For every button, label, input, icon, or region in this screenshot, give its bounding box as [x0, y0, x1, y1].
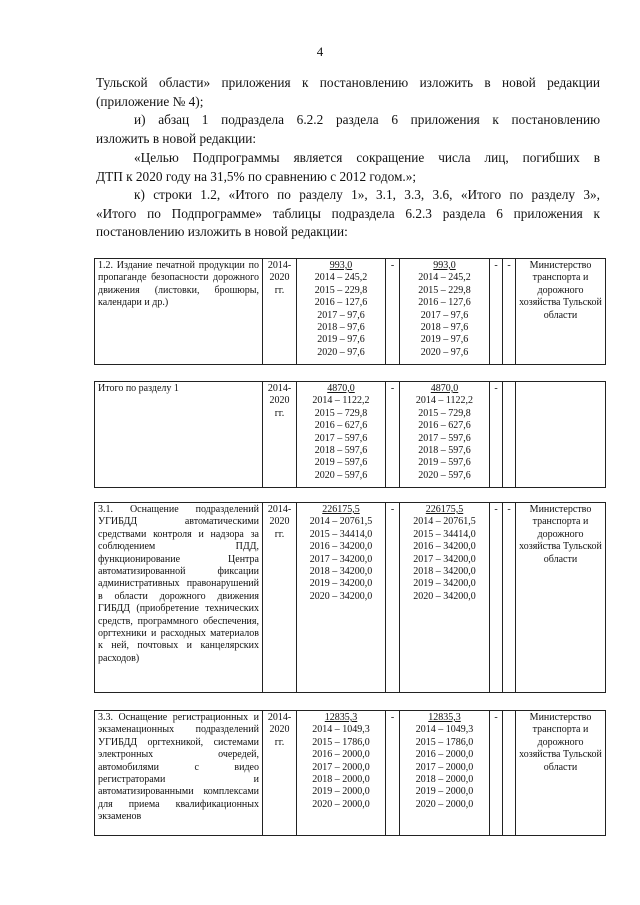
cell-regional	[400, 382, 490, 488]
year-value: 2020 – 97,6	[317, 346, 365, 358]
year-value: 2017 – 2000,0	[312, 761, 370, 773]
paragraph-line: (приложение № 4);	[96, 93, 204, 109]
table-row	[95, 503, 606, 693]
cell-period: 2014-2020 гг.	[263, 503, 297, 693]
cell-budget	[297, 259, 386, 365]
cell-budget	[297, 503, 386, 693]
year-value: 2017 – 34200,0	[413, 553, 476, 565]
cell-dash: -	[386, 711, 400, 836]
cell-dash: -	[503, 259, 516, 365]
cell-regional	[400, 711, 490, 836]
year-value: 2014 – 1049,3	[415, 724, 474, 736]
year-value: 2017 – 2000,0	[415, 761, 474, 773]
table-row	[95, 711, 606, 836]
year-value: 2020 – 2000,0	[312, 798, 370, 810]
year-value: 2020 – 597,6	[418, 469, 471, 481]
year-value: 2017 – 597,6	[418, 432, 471, 444]
total-value: 12835,3	[428, 712, 461, 723]
paragraph-line: и) абзац 1 подраздела 6.2.2 раздела 6 приложения к постановлению	[134, 112, 600, 127]
cell-budget	[297, 711, 386, 836]
year-value: 2014 – 245,2	[418, 272, 471, 284]
year-value: 2017 – 97,6	[317, 309, 365, 321]
paragraph-line: изложить в новой редакции:	[96, 130, 257, 146]
year-value: 2015 – 229,8	[314, 284, 368, 296]
table-row	[95, 382, 606, 488]
year-value: 2018 – 2000,0	[415, 774, 474, 786]
paragraph-line: постановлению изложить в новой редакции:	[96, 224, 348, 240]
cell-dash: -	[490, 711, 503, 836]
cell-dash: -	[386, 259, 400, 365]
total-value: 4870,0	[430, 383, 459, 394]
table-block-3-3	[94, 710, 606, 836]
cell-name: 3.3. Оснащение регистрационных и экзаменационных подразделений УГИБДД оргтехникой, системами электронных очередей, автомобилями с видео регистраторами и автоматизированными комплексами для приема квалификационных экзаменов	[95, 711, 263, 836]
cell-dash	[503, 711, 516, 836]
paragraph-line: ДТП к 2020 году на 31,5% по сравнению с 2012 годом.»;	[96, 168, 417, 184]
cell-dash: -	[490, 382, 503, 488]
year-value: 2020 – 97,6	[420, 346, 469, 358]
year-value: 2020 – 597,6	[314, 469, 368, 481]
total-value: 12835,3	[324, 712, 358, 723]
year-value: 2016 – 127,6	[418, 297, 471, 309]
year-value: 2016 – 127,6	[314, 297, 368, 309]
cell-dash: -	[386, 382, 400, 488]
cell-period: 2014-2020 гг.	[263, 382, 297, 488]
year-value: 2016 – 627,6	[418, 420, 471, 432]
year-value: 2015 – 34414,0	[309, 528, 373, 540]
year-value: 2019 – 34200,0	[309, 578, 373, 590]
cell-dash: -	[503, 503, 516, 693]
year-value: 2018 – 597,6	[314, 445, 368, 457]
year-value: 2015 – 229,8	[418, 284, 471, 296]
year-value: 2014 – 245,2	[314, 272, 368, 284]
year-value: 2017 – 597,6	[314, 432, 368, 444]
year-value: 2016 – 2000,0	[312, 749, 370, 761]
cell-responsible: Министерство транспорта и дорожного хозяйства Тульской области	[516, 503, 606, 693]
year-value: 2018 – 97,6	[420, 322, 469, 334]
paragraph-line: Тульской области» приложения к постановлению изложить в новой редакции	[96, 75, 600, 90]
cell-name: 1.2. Издание печатной продукции по пропаганде безопасности дорожного движения (листовки, брошюры, календари и др.)	[95, 259, 263, 365]
cell-dash: -	[490, 259, 503, 365]
year-value: 2019 – 2000,0	[415, 786, 474, 798]
page-number: 4	[316, 44, 324, 59]
paragraph-2	[96, 111, 600, 148]
year-value: 2020 – 2000,0	[415, 798, 474, 810]
table-row	[95, 259, 606, 365]
year-value: 2017 – 97,6	[420, 309, 469, 321]
year-value: 2014 – 20761,5	[413, 516, 476, 528]
paragraph-line: к) строки 1.2, «Итого по разделу 1», 3.1, 3.3, 3.6, «Итого по разделу 3»,	[134, 187, 600, 202]
year-value: 2016 – 34200,0	[413, 541, 476, 553]
year-value: 2015 – 729,8	[418, 407, 471, 419]
year-value: 2019 – 2000,0	[312, 786, 370, 798]
cell-responsible: Министерство транспорта и дорожного хозяйства Тульской области	[516, 259, 606, 365]
cell-name: 3.1. Оснащение подразделений УГИБДД автоматическими средствами контроля и надзора за соблюдением ПДД, функционирование Центра автоматизированной фиксации административных правонарушений в области дорожного движения ГИБДД (приобретение технических средств, программного обеспечения, оргтехники и расходных материалов к ней, почтовых и канцелярских расходов)	[95, 503, 263, 693]
total-value: 226175,5	[425, 504, 464, 515]
year-value: 2017 – 34200,0	[309, 553, 373, 565]
year-value: 2014 – 20761,5	[309, 516, 373, 528]
year-value: 2015 – 1786,0	[415, 736, 474, 748]
year-value: 2019 – 34200,0	[413, 578, 476, 590]
year-value: 2016 – 627,6	[314, 420, 368, 432]
cell-name: Итого по разделу 1	[95, 382, 263, 488]
paragraph-3	[96, 149, 600, 186]
year-value: 2018 – 34200,0	[309, 566, 373, 578]
cell-period: 2014-2020 гг.	[263, 711, 297, 836]
year-value: 2016 – 34200,0	[309, 541, 373, 553]
total-value: 993,0	[329, 260, 353, 271]
cell-budget	[297, 382, 386, 488]
total-value: 993,0	[433, 260, 456, 271]
year-value: 2020 – 34200,0	[309, 590, 373, 602]
cell-dash	[503, 382, 516, 488]
year-value: 2016 – 2000,0	[415, 749, 474, 761]
paragraph-1	[96, 74, 600, 111]
total-value: 226175,5	[322, 504, 360, 515]
year-value: 2014 – 1122,2	[312, 395, 370, 407]
year-value: 2015 – 34414,0	[413, 528, 476, 540]
year-value: 2019 – 597,6	[314, 457, 368, 469]
cell-dash: -	[490, 503, 503, 693]
year-value: 2015 – 1786,0	[312, 736, 370, 748]
cell-regional	[400, 503, 490, 693]
year-value: 2020 – 34200,0	[413, 590, 476, 602]
year-value: 2018 – 34200,0	[413, 566, 476, 578]
year-value: 2018 – 597,6	[418, 445, 471, 457]
table-block-1-2	[94, 258, 606, 365]
cell-regional	[400, 259, 490, 365]
year-value: 2018 – 97,6	[317, 322, 365, 334]
cell-period: 2014-2020 гг.	[263, 259, 297, 365]
paragraph-4	[96, 186, 600, 242]
year-value: 2019 – 97,6	[317, 334, 365, 346]
cell-responsible	[516, 382, 606, 488]
table-block-total-section-1	[94, 381, 606, 488]
cell-dash: -	[386, 503, 400, 693]
total-value: 4870,0	[327, 383, 355, 394]
paragraph-line: «Целью Подпрограммы является сокращение числа лиц, погибших в	[134, 150, 600, 165]
year-value: 2014 – 1122,2	[415, 395, 474, 407]
year-value: 2014 – 1049,3	[312, 724, 370, 736]
cell-responsible: Министерство транспорта и дорожного хозяйства Тульской области	[516, 711, 606, 836]
year-value: 2019 – 597,6	[418, 457, 471, 469]
year-value: 2018 – 2000,0	[312, 774, 370, 786]
year-value: 2015 – 729,8	[314, 407, 368, 419]
paragraph-line: «Итого по Подпрограмме» таблицы подраздела 6.2.3 раздела 6 приложения к	[96, 205, 600, 221]
table-block-3-1	[94, 502, 606, 693]
year-value: 2019 – 97,6	[420, 334, 469, 346]
